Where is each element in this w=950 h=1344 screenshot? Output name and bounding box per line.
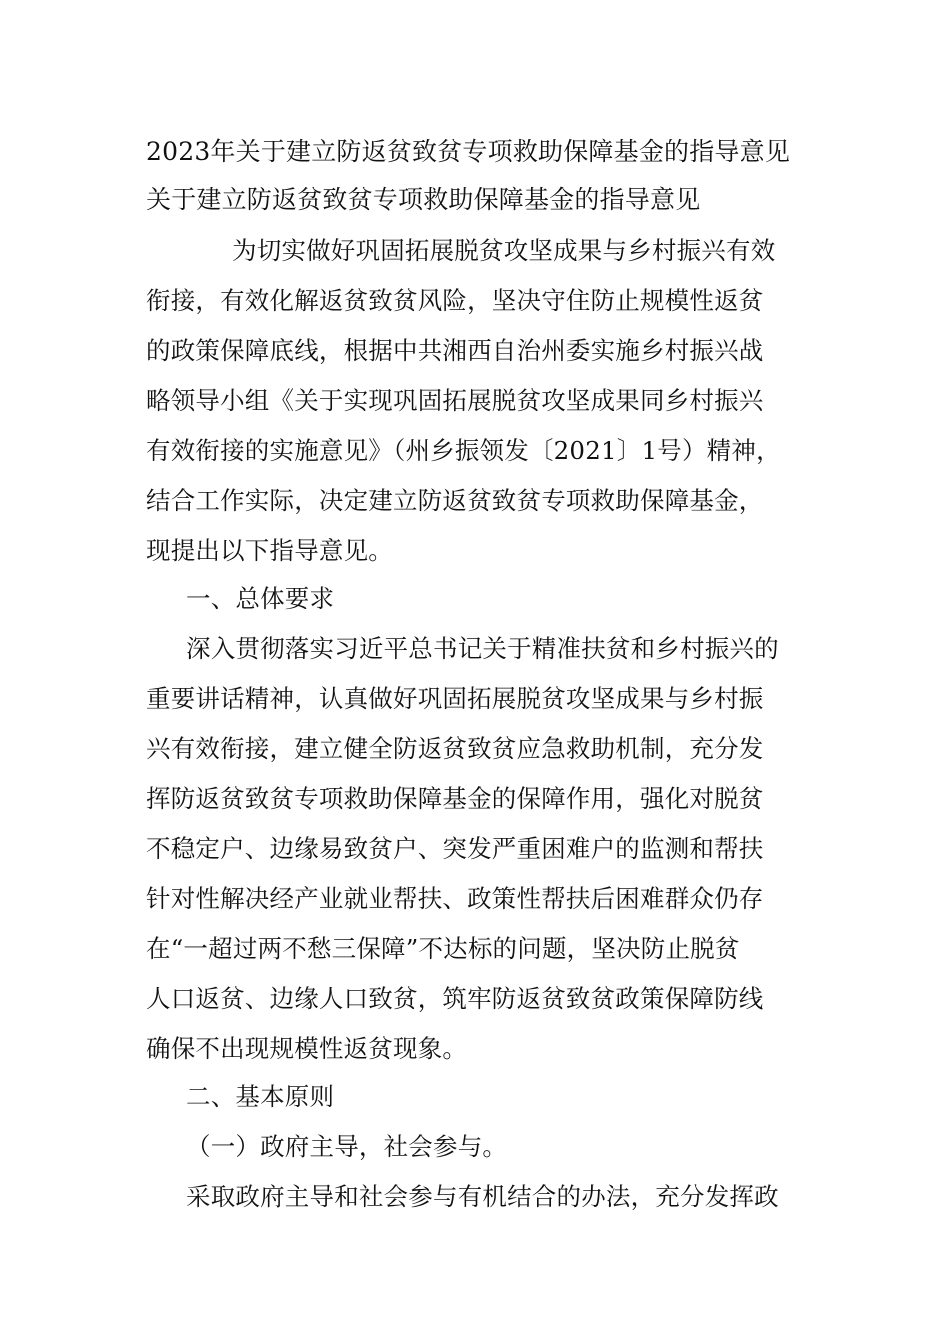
intro-line: 有效衔接的实施意见》（州乡振领发〔2021〕1号）精神， (146, 436, 781, 465)
section-1-line: 兴有效衔接，建立健全防返贫致贫应急救助机制，充分发 (146, 734, 764, 763)
intro-line: 结合工作实际，决定建立防返贫致贫专项救助保障基金， (146, 486, 764, 515)
section-1-line: 重要讲话精神，认真做好巩固拓展脱贫攻坚成果与乡村振 (146, 684, 764, 713)
intro-line: 的政策保障底线，根据中共湘西自治州委实施乡村振兴战 (146, 336, 764, 365)
document-title-line-2: 关于建立防返贫致贫专项救助保障基金的指导意见 (146, 185, 701, 214)
section-1-line: 在“一超过两不愁三保障”不达标的问题，坚决防止脱贫 (146, 934, 740, 963)
section-1-line: 深入贯彻落实习近平总书记关于精准扶贫和乡村振兴的 (186, 634, 779, 663)
intro-line: 现提出以下指导意见。 (146, 536, 393, 565)
intro-line: 衔接，有效化解返贫致贫风险，坚决守住防止规模性返贫 (146, 286, 764, 315)
section-1-heading: 一、总体要求 (186, 584, 335, 613)
section-2-heading: 二、基本原则 (186, 1082, 335, 1111)
section-1-line: 确保不出现规模性返贫现象。 (146, 1034, 468, 1063)
document-title-line-1: 2023年关于建立防返贫致贫专项救助保障基金的指导意见 (146, 137, 791, 166)
intro-line: 为切实做好巩固拓展脱贫攻坚成果与乡村振兴有效 (232, 236, 776, 265)
section-2-subheading: （一）政府主导，社会参与。 (186, 1132, 508, 1161)
section-1-line: 人口返贫、边缘人口致贫，筑牢防返贫致贫政策保障防线 (146, 984, 764, 1013)
section-2-line: 采取政府主导和社会参与有机结合的办法，充分发挥政 (186, 1182, 779, 1211)
intro-line: 略领导小组《关于实现巩固拓展脱贫攻坚成果同乡村振兴 (146, 386, 764, 415)
section-1-line: 针对性解决经产业就业帮扶、政策性帮扶后困难群众仍存 (146, 884, 764, 913)
section-1-line: 不稳定户、边缘易致贫户、突发严重困难户的监测和帮扶 (146, 834, 764, 863)
section-1-line: 挥防返贫致贫专项救助保障基金的保障作用，强化对脱贫 (146, 784, 764, 813)
